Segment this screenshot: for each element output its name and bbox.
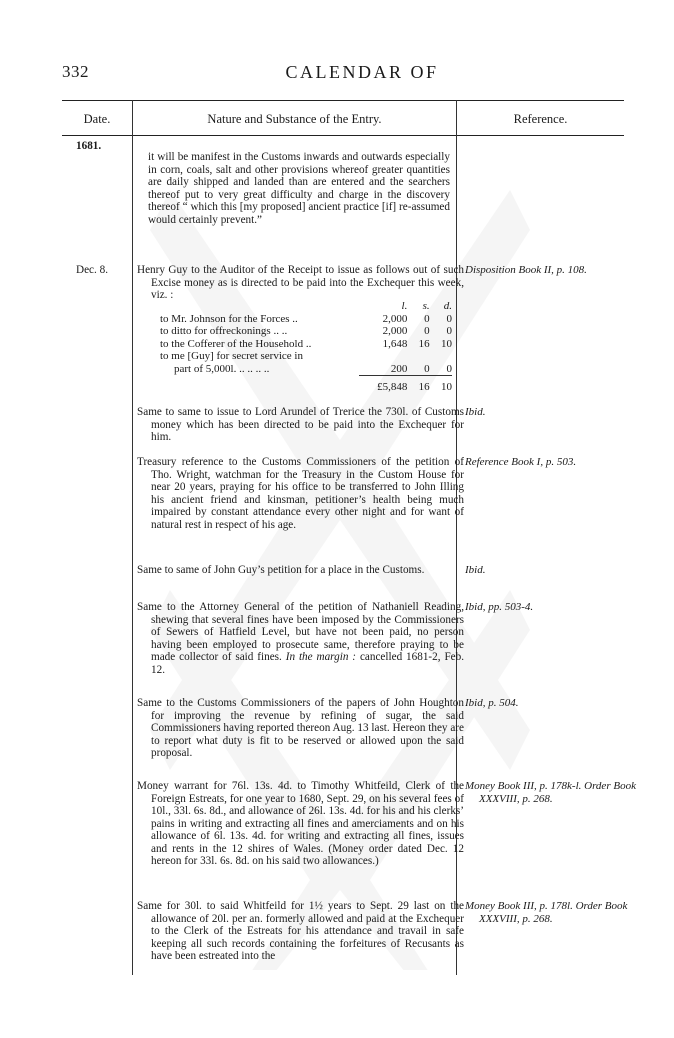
payments-total-s: 16 [407,376,429,394]
entry-text: Henry Guy to the Auditor of the Receipt to issue as follows out of such Excise money as is directed to be paid into the Exchequer this week, viz. : [137,264,464,301]
column-head-reference: Reference. [513,112,568,126]
entry-text: Same for 30l. to said Whitfeild for 1½ years to Sept. 29 last on the allowance of 20l. per an. formerly allowed and paid at the Exchequer to the Clerk of the Estreats for his attendance and travail in safe keeping all such records containing the forfeitures of Recusants as have been estreated into the [137,900,464,962]
payment-row [160,313,452,326]
payment-row [160,338,452,351]
payments-total-l: £5,848 [359,376,408,394]
entry-text: Treasury reference to the Customs Commissioners of the petition of Tho. Wright, watchman for the Treasury in the Custom House for near 20 years, praying for his office to be transferred to John Illing his ancient friend and kinsman, petitioner’s health being much impaired by constant attendance every other night and for want of natural rest in respect of his age. [137,456,464,531]
payment-row [160,363,452,376]
payment-row [160,325,452,338]
entry-date: Dec. 8. [76,264,108,276]
payments-head-d: d. [443,300,452,312]
payments-head-s: s. [422,300,430,312]
payments-head-l: l. [401,300,408,312]
payment-dots: .. [292,312,298,325]
running-head [62,62,622,88]
entry-text: Money warrant for 76l. 13s. 4d. to Timothy Whitfeild, Clerk of the Foreign Estreats, for one year to 1680, Sept. 29, on his several fees of 10l., 33l. 6s. 8d., and allowance of 26l. 13s. 4d. for his and his clerks’ pains in writing and extracting all fines and amerciaments and on his allowance of 6l. 13s. 4d. for writing and extracting all fines, issues and rents in the 12 shires of Wales. (Money order dated Dec. 12 hereon for 33l. 6s. 8d. on his said two allowances.) [137,780,464,867]
payments-total-d: 10 [430,376,452,394]
payment-row [160,350,452,363]
entry-reference: Disposition Book II, p. 108. [465,264,587,276]
payment-l: 2,000 [382,312,408,325]
payment-d: 10 [441,337,452,350]
entry-reference: Ibid. [465,406,486,418]
payment-dots: .. .. .. .. [239,363,270,375]
entry-continuation: it will be manifest in the Customs inwards and outwards especially in corn, coals, salt and other provisions whereof greater quantities are daily shipped and landed than are entered and the searchers thereof put to very great difficulty and charge in the discovery thereof “ which this [my proposed] ancient practice [if] re-assumed would certainly prevent.” [148,151,450,226]
entry-reference: Ibid, p. 504. [465,697,519,709]
payment-label: to the Cofferer of the Household [160,337,304,350]
margin-label: In the margin : [285,651,357,663]
entry-body: Same to the Attorney General of the petition of Nathaniell Reading, shewing that several fines have been imposed by the Commissioners of Sewers of Hatfield Level, but have not been paid, no person having been employed to prosecute same, therefore praying to be made collector of said fines. [137,601,464,663]
payments-total-row [160,376,452,394]
payment-s: 0 [424,325,430,337]
payment-label: to me [Guy] for secret service in [160,350,303,362]
payment-s: 16 [418,337,430,350]
payment-dots: .. [305,337,312,350]
payment-d: 0 [446,325,452,337]
payment-dots: .. .. [273,325,288,337]
entry-reference: Ibid. [465,564,486,576]
table-top-rule [62,100,624,101]
payment-l: 2,000 [382,325,408,337]
entry-text: Same to same of John Guy’s petition for a place in the Customs. [137,564,425,576]
payment-d: 0 [446,312,452,325]
entry-reference: Money Book III, p. 178k-l. Order Book XXXVIII, p. 268. [465,780,636,805]
header-bottom-rule [62,135,624,136]
payment-label: part of 5,000l. [174,363,237,375]
running-title: CALENDAR OF [285,62,439,82]
payments-head-row [160,300,452,313]
payment-l: 200 [390,362,408,375]
entry-reference: Money Book III, p. 178l. Order Book XXXVIII, p. 268. [465,900,628,925]
payments-table [160,300,452,394]
entry-reference: Ibid, pp. 503-4. [465,601,534,613]
payment-d: 0 [446,362,452,375]
entry-text: Same to same to issue to Lord Arundel of Trerice the 730l. of Customs money which has been directed to be paid into the Exchequer for him. [137,406,464,443]
entry-text [137,601,464,676]
payment-s: 0 [424,312,430,325]
column-head-nature: Nature and Substance of the Entry. [207,112,382,126]
column-head-date: Date. [83,112,111,126]
payment-label: to Mr. Johnson for the Forces [160,312,290,325]
payment-l: 1,648 [382,337,408,350]
column-divider-left [132,100,133,975]
entry-text: Same to the Customs Commissioners of the papers of John Houghton for improving the revenue by refining of sugar, the said Commissioners having reported thereon Aug. 13 last. Hereon they are to report what duty is fit to be reserved or allowed upon the said proposal. [137,697,464,759]
margin-note: cancelled 1681-2, Feb. 12. [151,651,465,676]
payment-label: to ditto for offreckonings [160,325,271,337]
payment-s: 0 [424,362,430,375]
entry-reference: Reference Book I, p. 503. [465,456,577,468]
year-label: 1681. [76,140,102,152]
page-number: 332 [62,62,89,81]
